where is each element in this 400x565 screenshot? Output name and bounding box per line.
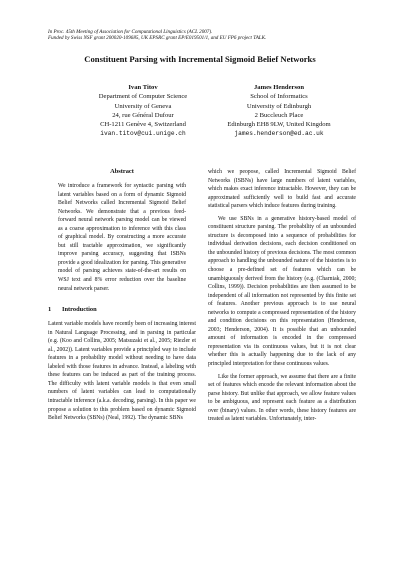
author-department: Department of Computer Science	[98, 93, 188, 101]
author-department: School of Informatics	[250, 93, 308, 101]
author-email: james.henderson@ed.ac.uk	[234, 130, 324, 138]
section-number: 1	[48, 306, 52, 314]
author-name: James Henderson	[253, 84, 304, 91]
author-street: 2 Buccleuch Place	[254, 111, 304, 119]
author-city: Edinburgh EH8 9LW, United Kingdom	[227, 121, 331, 129]
left-column	[48, 168, 196, 423]
section-title: Introduction	[62, 306, 97, 314]
author-block	[194, 83, 364, 139]
author-name: Ivan Titov	[128, 84, 158, 91]
author-email: ivan.titov@cui.unige.ch	[100, 130, 186, 138]
author-organization: University of Edinburgh	[246, 102, 312, 110]
funding-note-line: Funded by Swiss NSF grant 200020-109685, UK EPSRC grant EP/E019501/1, and EU FP6 project TALK.	[48, 35, 267, 42]
body-paragraph: Like the former approach, we assume that there are a finite set of features which encode the relevant information about the parse history. But unlike that approach, we allow feature values to be ambiguous, and represent each feature as a distribution over (binary) values. In other words, these history features are treated as latent variables. Unfortunately, inter-	[208, 373, 356, 423]
paper-title: Constituent Parsing with Incremental Sigmoid Belief Networks	[84, 54, 316, 64]
section-heading-introduction	[48, 306, 196, 314]
body-paragraph: We use SBNs in a generative history-based model of constituent structure parsing. The probability of an unbounded structure is decomposed into a sequence of probabilities for individual derivation decisions, each decision conditioned on the unbounded history of previous decisions. The most common approach to handling the unbounded nature of the histories is to choose a pre-defined set of features which can be unambiguously derived from the history (e.g. (Charniak, 2000; Collins, 1999)). Decision probabilities are then assumed to be independent of all information not represented by this finite set of features. Another previous approach is to use neural networks to compute a compressed representation of the history and condition decisions on this representation (Henderson, 2003; Henderson, 2004). It is possible that an unbounded amount of information is encoded in the compressed representation via its continuous values, but it is not clear whether this is actually happening due to the lack of any principled interpretation for these continuous values.	[208, 215, 356, 368]
body-paragraph: which we peopose, called Incremental Sigmoid Belief Networks (ISBNs) have large numbers of latent variables, which makes exact inference intractable. However, they can be approximated sufficiently well to build fast and accurate statistical parsers which induce features during training.	[208, 169, 356, 210]
author-street: 24, rue Général Dufour	[112, 111, 174, 119]
publication-note	[48, 29, 368, 42]
author-organization: University of Geneva	[114, 102, 172, 110]
abstract-text: We introduce a framework for syntactic parsing with latent variables based on a form of dynamic Sigmoid Belief Networks called Incremental Sigmoid Belief Networks. We demonstrate that a previous feed-forward neural network parsing model can be viewed as a coarse approximation to inference with this class of graphical model. By constructing a more accurate but still tractable approximation, we significantly improve parsing accuracy, suggesting that ISBNs provide a good idealization for parsing. This generative model of parsing achieves state-of-the-art results on WSJ text and 8% error reduction over the baseline neural network parser.	[58, 183, 186, 292]
author-city: CH-1211 Genève 4, Switzerland	[100, 121, 186, 129]
body-paragraph: Latent variable models have recently been of increasing interest in Natural Language Processing, and in parsing in particular (e.g. (Koo and Collins, 2005; Matsuzaki et al., 2005; Riezler et al., 2002)). Latent variables provide a principled way to include features in a probability model without needing to have data labeled with those features in advance. Instead, a labeling with these features can be induced as part of the training process. The difficulty with latent variable models is that even small numbers of latent variables can lead to computationally intractable inference (a.k.a. decoding, parsing). In this paper we propose a solution to this problem based on dynamic Sigmoid Belief Networks (SBNs) (Neal, 1992). The dynamic SBNs	[48, 321, 196, 422]
publication-note-line: In Proc. 45th Meeting of Association for Computational Linguistics (ACL 2007).	[48, 29, 213, 35]
right-column	[208, 168, 356, 424]
abstract-heading: Abstract	[110, 168, 134, 175]
